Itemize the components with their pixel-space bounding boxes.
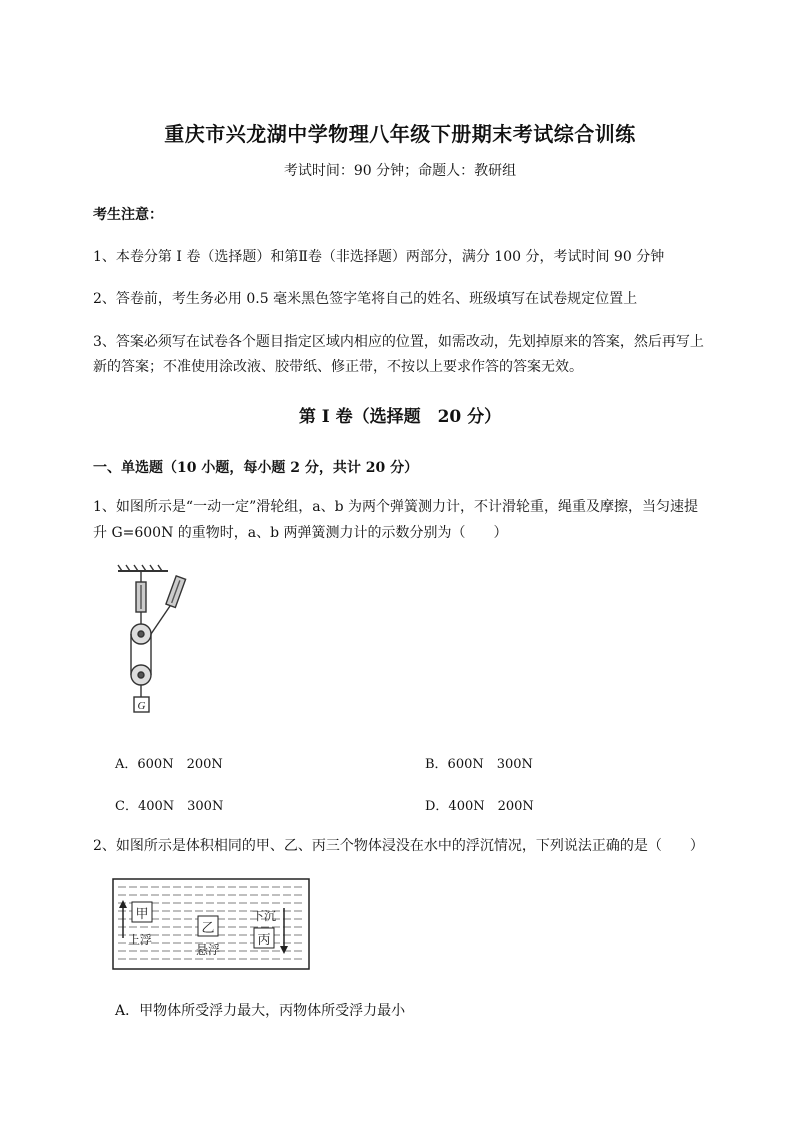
- section-title: 第 I 卷（选择题 20 分）: [298, 407, 502, 427]
- q2-option-a[interactable]: A．甲物体所受浮力最大，丙物体所受浮力最小: [115, 1003, 406, 1019]
- question-type-heading: 一、单选题（10 小题，每小题 2 分，共计 20 分）: [93, 460, 419, 476]
- label-yi: 乙: [201, 921, 215, 936]
- pulley-figure: [110, 562, 210, 722]
- notice-item-2: 2、答卷前，考生务必用 0.5 毫米黑色签字笔将自己的姓名、班级填写在试卷规定位置上: [93, 291, 638, 307]
- notice-item-3: 3、答案必须写在试卷各个题目指定区域内相应的位置，如需改动，先划掉原来的答案，然后再写上新的答案；不准使用涂改液、胶带纸、修正带，不按以上要求作答的答案无效。: [93, 334, 704, 375]
- notice-item-1: 1、本卷分第 I 卷（选择题）和第Ⅱ卷（非选择题）两部分，满分 100 分，考试时间 90 分钟: [93, 249, 665, 265]
- q1-option-b[interactable]: B．600N 300N: [425, 757, 533, 772]
- label-jia: 甲: [135, 907, 149, 922]
- q1-option-c[interactable]: C．400N 300N: [115, 799, 224, 814]
- label-xuanfu: 悬浮: [195, 943, 221, 957]
- exam-subtitle: 考试时间：90 分钟；命题人：教研组: [283, 163, 517, 179]
- exam-title: 重庆市兴龙湖中学物理八年级下册期末考试综合训练: [164, 122, 636, 146]
- q1-option-d[interactable]: D．400N 200N: [425, 799, 534, 814]
- label-xiachen: 下沉: [251, 909, 277, 923]
- question-1-stem: 1、如图所示是“一动一定”滑轮组，a、b 为两个弹簧测力计，不计滑轮重，绳重及摩擦，当匀速提升 G=600N 的重物时，a、b 两弹簧测力计的示数分别为（ ）: [93, 499, 698, 541]
- weight-label: G: [137, 700, 146, 712]
- label-shangfu: 上浮: [127, 933, 153, 947]
- label-bing: 丙: [257, 933, 271, 948]
- buoyancy-figure: [112, 878, 310, 970]
- q1-option-a[interactable]: A．600N 200N: [115, 757, 223, 772]
- question-2-stem: 2、如图所示是体积相同的甲、乙、丙三个物体浸没在水中的浮沉情况，下列说法正确的是（ ）: [93, 838, 704, 854]
- notice-heading: 考生注意：: [93, 207, 163, 223]
